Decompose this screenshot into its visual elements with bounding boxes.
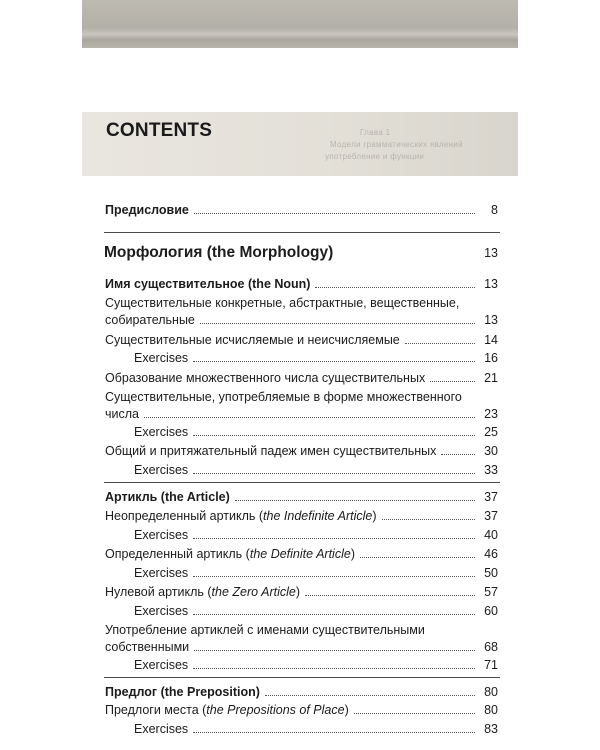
toc-page-number: 46 xyxy=(484,547,498,561)
toc-entry-zero-article[interactable] xyxy=(105,585,498,599)
toc-page-number: 13 xyxy=(484,246,498,260)
toc-page-number: 80 xyxy=(484,685,498,699)
toc-entry-title: Нулевой артикль (the Zero Article) xyxy=(105,585,301,599)
dot-leader xyxy=(193,732,475,733)
toc-entry-exercises[interactable] xyxy=(134,528,498,542)
toc-entry-title: Артикль (the Article) xyxy=(105,490,230,504)
toc-page-number: 8 xyxy=(491,203,498,217)
dot-leader xyxy=(235,500,475,501)
section-divider xyxy=(104,677,500,678)
dot-leader xyxy=(382,519,475,520)
toc-entry-indefinite-article[interactable] xyxy=(105,509,498,523)
toc-page-number: 37 xyxy=(484,509,498,523)
dot-leader xyxy=(193,435,475,436)
toc-entry-title: собственными xyxy=(105,640,190,654)
toc-page-number: 60 xyxy=(484,604,498,618)
section-divider xyxy=(104,232,500,233)
bleed-through-text: Глава 1 xyxy=(360,128,391,137)
dot-leader xyxy=(144,417,475,418)
toc-page-number: 14 xyxy=(484,333,498,347)
toc-entry-title: Exercises xyxy=(134,425,189,439)
dot-leader xyxy=(265,695,475,696)
toc-entry-proper-names[interactable] xyxy=(105,640,498,654)
toc-page-number: 23 xyxy=(484,407,498,421)
dot-leader xyxy=(430,381,475,382)
toc-page-number: 33 xyxy=(484,463,498,477)
toc-entry-exercises[interactable] xyxy=(134,463,498,477)
dot-leader xyxy=(193,361,475,362)
toc-entry-title: Exercises xyxy=(134,566,189,580)
toc-entry-preface[interactable] xyxy=(105,203,498,217)
toc-entry-title: числа xyxy=(105,407,139,421)
toc-entry-title: Предлог (the Preposition) xyxy=(105,685,260,699)
dot-leader xyxy=(193,538,475,539)
toc-entry-title: Морфология (the Morphology) xyxy=(104,244,334,261)
dot-leader xyxy=(193,614,475,615)
dot-leader xyxy=(305,595,475,596)
toc-entry-exercises[interactable] xyxy=(134,566,498,580)
toc-entry-case[interactable] xyxy=(105,444,498,458)
toc-entry-title: Неопределенный артикль (the Indefinite Article) xyxy=(105,509,377,523)
toc-page-number: 83 xyxy=(484,722,498,736)
toc-entry-exercises[interactable] xyxy=(134,722,498,736)
toc-page-number: 40 xyxy=(484,528,498,542)
toc-entry-preposition[interactable] xyxy=(105,685,498,699)
toc-entry-prepositions-of-place[interactable] xyxy=(105,703,498,717)
toc-page-number: 57 xyxy=(484,585,498,599)
toc-entry-morphology[interactable] xyxy=(104,246,498,260)
toc-page-number: 80 xyxy=(484,703,498,717)
dot-leader xyxy=(354,713,475,714)
dot-leader xyxy=(315,287,475,288)
toc-entry-title: Существительные исчисляемые и неисчисляемые xyxy=(105,333,400,347)
dot-leader xyxy=(193,576,475,577)
bleed-through-text: Модели грамматических явлений xyxy=(330,140,463,149)
toc-page-number: 21 xyxy=(484,371,498,385)
toc-entry-exercises[interactable] xyxy=(134,604,498,618)
toc-entry-title: Определенный артикль (the Definite Article) xyxy=(105,547,355,561)
section-divider xyxy=(104,482,500,483)
toc-entry-title: Предисловие xyxy=(105,203,189,217)
toc-entry-article[interactable] xyxy=(105,490,498,504)
toc-entry-exercises[interactable] xyxy=(134,658,498,672)
toc-entry-plural[interactable] xyxy=(105,371,498,385)
toc-entry-title: Exercises xyxy=(134,604,189,618)
dot-leader xyxy=(441,454,475,455)
toc-entry-title: Образование множественного числа существительных xyxy=(105,371,426,385)
toc-entry-title: Exercises xyxy=(134,528,189,542)
bleed-through-text: употребление и функции xyxy=(325,152,425,161)
dot-leader xyxy=(200,323,475,324)
toc-entry-title: Exercises xyxy=(134,658,189,672)
toc-entry-title-line1: Существительные, употребляемые в форме множественного xyxy=(105,390,462,404)
toc-entry-title-line1: Существительные конкретные, абстрактные, вещественные, xyxy=(105,296,460,310)
toc-entry-title: Exercises xyxy=(134,722,189,736)
toc-entry-noun-kinds[interactable] xyxy=(105,313,498,327)
toc-page-number: 25 xyxy=(484,425,498,439)
toc-entry-exercises[interactable] xyxy=(134,351,498,365)
dot-leader xyxy=(360,557,475,558)
toc-entry-title-line1: Употребление артиклей с именами существительными xyxy=(105,623,425,637)
dot-leader xyxy=(193,473,475,474)
page-title: CONTENTS xyxy=(106,120,213,141)
dot-leader xyxy=(193,668,475,669)
toc-page-number: 71 xyxy=(484,658,498,672)
toc-entry-title: Предлоги места (the Prepositions of Place) xyxy=(105,703,349,717)
toc-entry-title: Имя существительное (the Noun) xyxy=(105,277,311,291)
toc-page-number: 37 xyxy=(484,490,498,504)
toc-entry-exercises[interactable] xyxy=(134,425,498,439)
toc-entry-countable[interactable] xyxy=(105,333,498,347)
dot-leader xyxy=(194,650,475,651)
toc-page-number: 13 xyxy=(484,313,498,327)
toc-entry-title: Общий и притяжательный падеж имен существительных xyxy=(105,444,437,458)
toc-page-number: 30 xyxy=(484,444,498,458)
toc-entry-definite-article[interactable] xyxy=(105,547,498,561)
toc-page-number: 68 xyxy=(484,640,498,654)
toc-page-number: 16 xyxy=(484,351,498,365)
toc-entry-title: Exercises xyxy=(134,351,189,365)
dot-leader xyxy=(194,213,475,214)
toc-entry-title: Exercises xyxy=(134,463,189,477)
toc-page-number: 13 xyxy=(484,277,498,291)
toc-page-number: 50 xyxy=(484,566,498,580)
toc-entry-plural-only[interactable] xyxy=(105,407,498,421)
toc-entry-noun[interactable] xyxy=(105,277,498,291)
toc-entry-title: собирательные xyxy=(105,313,195,327)
dot-leader xyxy=(405,343,475,344)
